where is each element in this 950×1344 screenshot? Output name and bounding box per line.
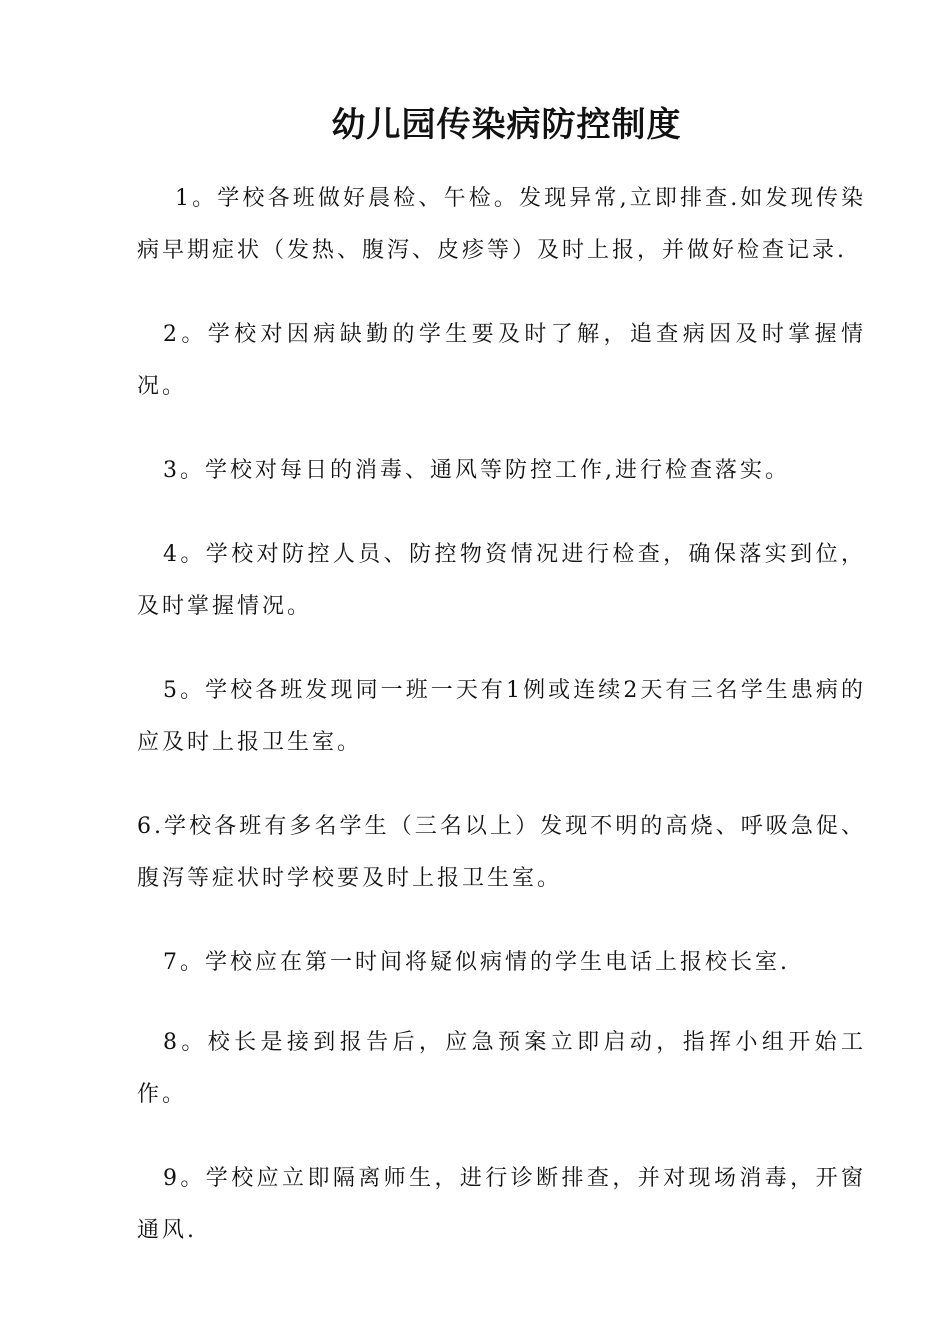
rule-item-4: 4。学校对防控人员、防控物资情况进行检查，确保落实到位，及时掌握情况。: [137, 542, 866, 619]
document-title: 幼儿园传染病防控制度: [331, 105, 682, 145]
rule-item-5: 5。学校各班发现同一班一天有1例或连续2天有三名学生患病的应及时上报卫生室。: [137, 678, 866, 755]
rule-item-1: 1。学校各班做好晨检、午检。发现异常,立即排查.如发现传染病早期症状（发热、腹泻、皮疹等）及时上报，并做好检查记录.: [137, 186, 866, 263]
rule-item-6: 6.学校各班有多名学生（三名以上）发现不明的高烧、呼吸急促、腹泻等症状时学校要及时上报卫生室。: [137, 814, 866, 891]
rule-item-8: 8。校长是接到报告后，应急预案立即启动，指挥小组开始工作。: [137, 1030, 866, 1107]
rules-list: [137, 173, 866, 1257]
rule-item-7: 7。学校应在第一时间将疑似病情的学生电话上报校长室.: [163, 950, 790, 975]
rule-item-9: 9。学校应立即隔离师生，进行诊断排查，并对现场消毒，开窗通风.: [137, 1166, 866, 1243]
rule-item-2: 2。学校对因病缺勤的学生要及时了解，追查病因及时掌握情况。: [137, 322, 866, 399]
rule-item-3: 3。学校对每日的消毒、通风等防控工作,进行检查落实。: [163, 458, 790, 483]
